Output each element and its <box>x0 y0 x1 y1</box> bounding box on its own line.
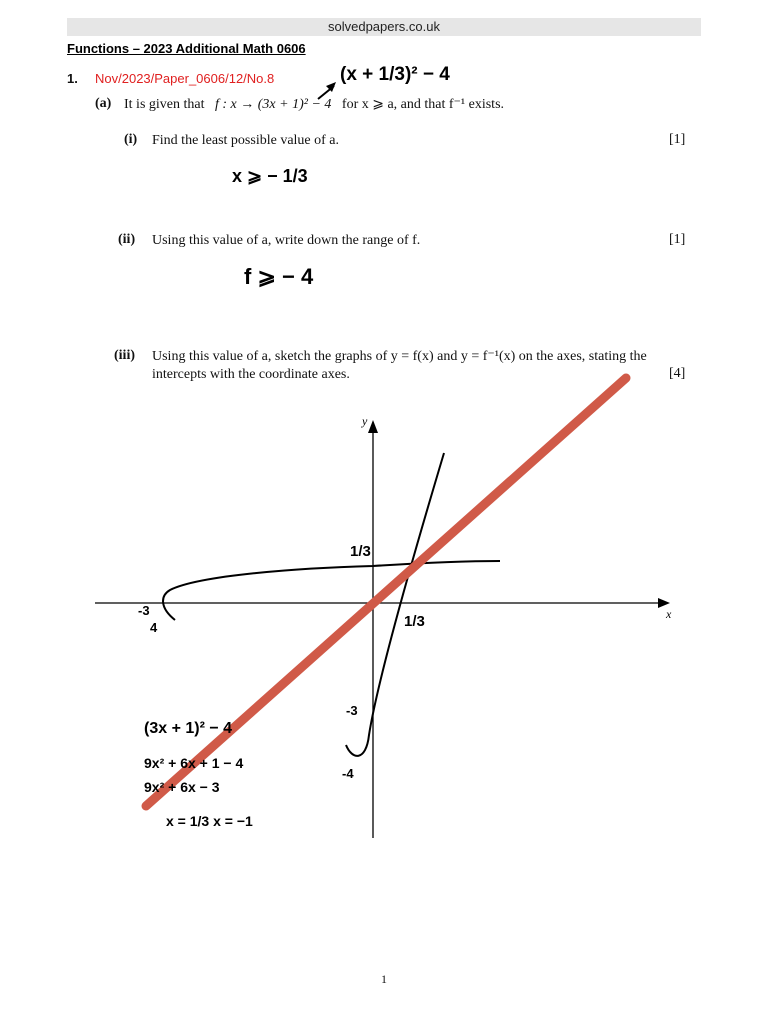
inverse-function-curve <box>163 561 500 620</box>
x-axis-label: x <box>666 607 672 621</box>
working-line-3: 9x² + 6x − 3 <box>144 779 220 795</box>
y-axis <box>368 420 378 838</box>
y-axis-label: y <box>362 414 368 428</box>
working-line-4: x = 1/3 x = −1 <box>166 813 253 829</box>
handwritten-answer-i: x ⩾ − 1/3 <box>232 166 308 186</box>
question-number: 1. <box>67 71 78 86</box>
working-line-1: (3x + 1)² − 4 <box>144 720 233 737</box>
label-neg4-y-axis: -4 <box>342 766 354 781</box>
label-neg3-left: -3 <box>138 603 150 618</box>
question-reference: Nov/2023/Paper_0606/12/No.8 <box>95 71 275 86</box>
working-line-2: 9x² + 6x + 1 − 4 <box>144 755 244 771</box>
label-neg4-left: 4 <box>150 620 158 635</box>
site-header: solvedpapers.co.uk <box>67 18 701 36</box>
handwritten-answer-ii: f ⩾ − 4 <box>244 264 314 289</box>
sub-iii-marks: [4] <box>669 366 686 381</box>
handwritten-completed-square: (x + 1/3)² − 4 <box>340 64 450 85</box>
sub-i-marks: [1] <box>669 132 686 147</box>
page-number: 1 <box>381 972 387 986</box>
mirror-line-y-equals-x <box>146 378 626 806</box>
label-x-intercept-one-third: 1/3 <box>404 613 425 630</box>
sub-i-label: (i) <box>124 132 138 147</box>
label-y-intercept-one-third: 1/3 <box>350 543 371 560</box>
sub-ii-marks: [1] <box>669 232 686 247</box>
sub-ii-text: Using this value of a, write down the range of f. <box>152 233 421 248</box>
annotation-arrow <box>318 82 336 99</box>
label-neg3-y-axis: -3 <box>346 703 358 718</box>
sub-iii-text-line1: Using this value of a, sketch the graphs of y = f(x) and y = f⁻¹(x) on the axes, stating the <box>152 349 647 364</box>
function-condition: for x ⩾ a, and that f⁻¹ exists. <box>341 97 505 112</box>
section-title: Functions – 2023 Additional Math 0606 <box>67 41 306 56</box>
function-curve <box>346 453 444 756</box>
function-definition: f : x → (3x + 1)² − 4 <box>215 97 332 112</box>
sub-iii-text-line2: intercepts with the coordinate axes. <box>152 367 350 382</box>
part-a-label: (a) <box>95 96 112 111</box>
sub-i-text: Find the least possible value of a. <box>152 133 340 148</box>
part-a-intro: It is given that <box>124 97 205 112</box>
sub-ii-label: (ii) <box>118 232 136 247</box>
sub-iii-label: (iii) <box>114 348 135 363</box>
